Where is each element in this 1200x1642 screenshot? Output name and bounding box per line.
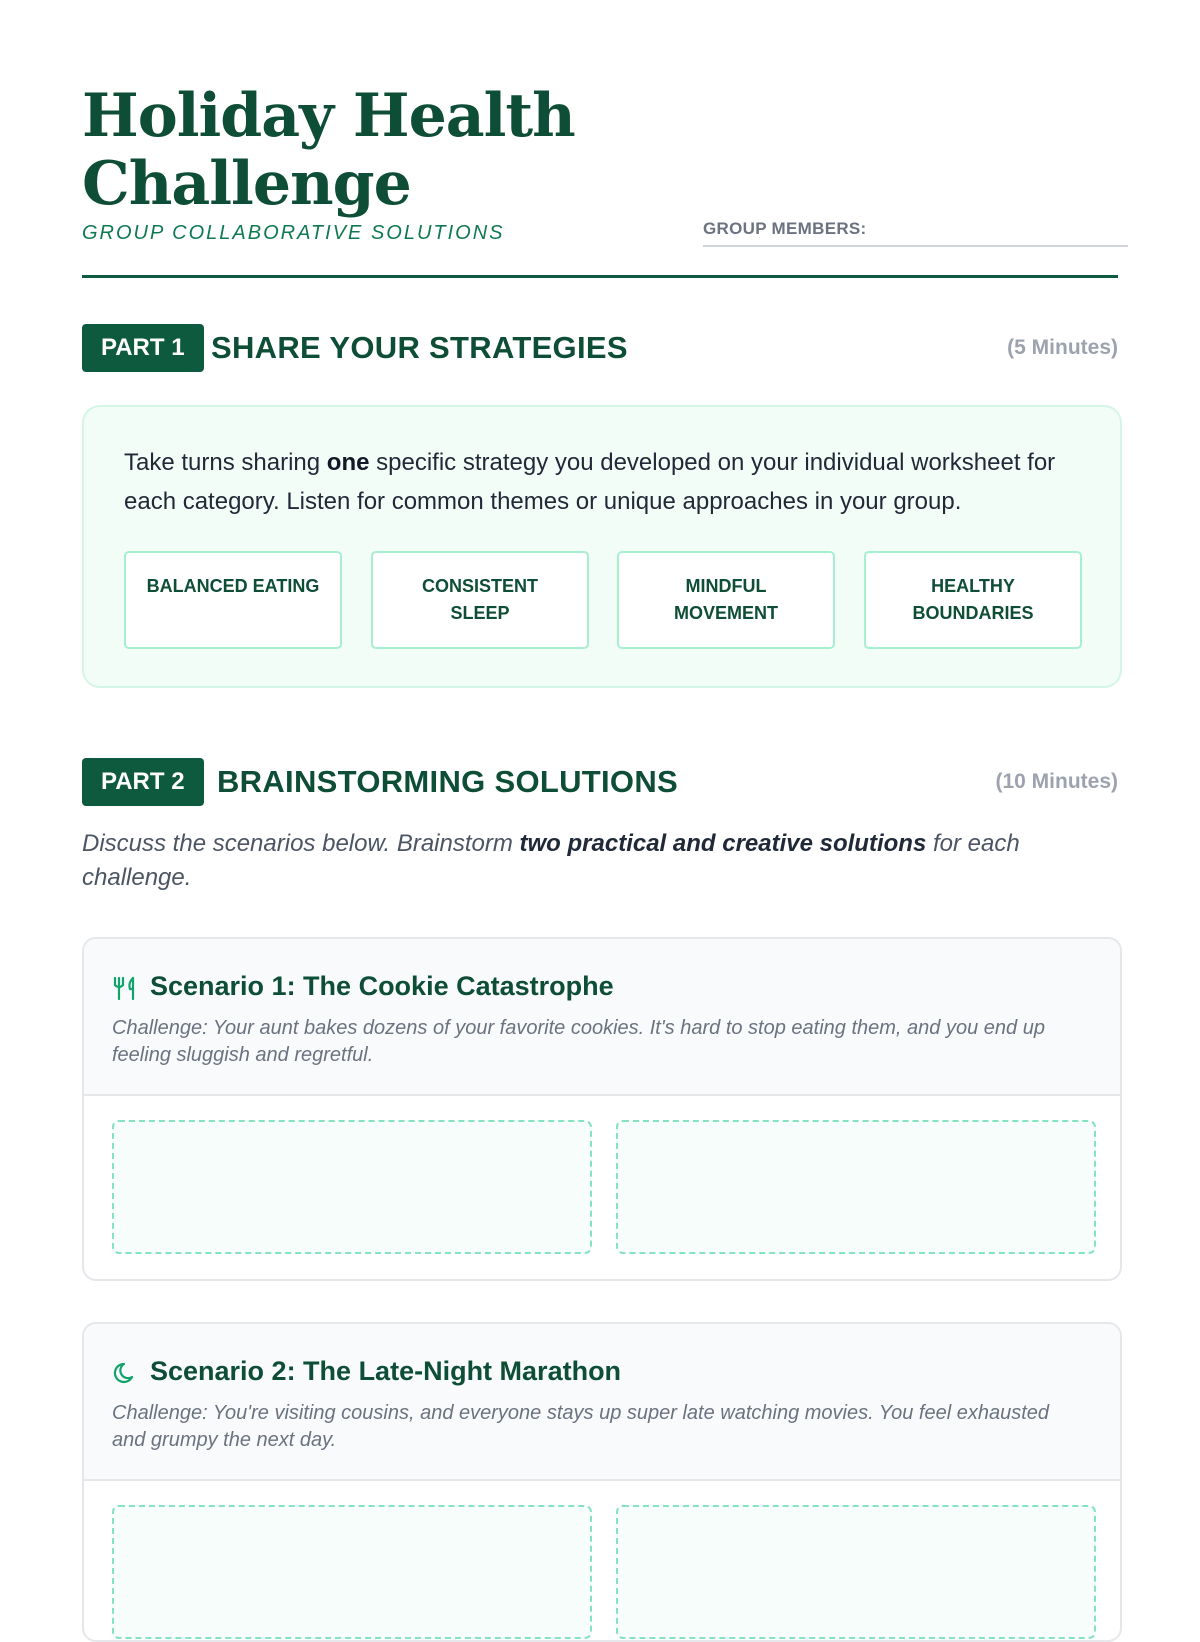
scenario-1-solution-1[interactable]: [112, 1120, 592, 1254]
part2-intro: Discuss the scenarios below. Brainstorm two practical and creative solutions for each challenge.: [82, 830, 1020, 891]
part1-panel: [82, 405, 1122, 688]
page-title: Holiday Health Challenge: [82, 81, 575, 219]
part1-duration: (5 Minutes): [1007, 336, 1118, 359]
group-members-field[interactable]: [703, 219, 1128, 247]
part1-instructions: Take turns sharing one specific strategy you developed on your individual worksheet for each category. Listen for common themes or unique approaches in your group.: [124, 449, 1056, 515]
scenario-2-solution-2[interactable]: [616, 1505, 1096, 1639]
scenario-2-challenge: Challenge: You're visiting cousins, and everyone stays up super late watching movies. You feel exhausted and grumpy the next day.: [112, 1402, 1049, 1451]
utensils-icon: [112, 975, 138, 1001]
scenario-2-header: [84, 1324, 1120, 1481]
scenario-card-1: [82, 937, 1122, 1281]
category-mindful-movement: MINDFUL MOVEMENT: [617, 551, 835, 649]
part2-duration: (10 Minutes): [995, 770, 1118, 793]
scenario-1-challenge: Challenge: Your aunt bakes dozens of your favorite cookies. It's hard to stop eating them, and you end up feeling sluggish and regretful.: [112, 1017, 1045, 1066]
group-members-label: GROUP MEMBERS:: [703, 219, 867, 238]
category-consistent-sleep: CONSISTENT SLEEP: [371, 551, 589, 649]
scenario-2-solution-1[interactable]: [112, 1505, 592, 1639]
part1-badge: PART 1: [82, 324, 204, 372]
scenario-1-title: Scenario 1: The Cookie Catastrophe: [150, 971, 614, 1001]
page-subtitle: GROUP COLLABORATIVE SOLUTIONS: [82, 222, 505, 244]
scenario-1-header: [84, 939, 1120, 1096]
category-balanced-eating: BALANCED EATING: [124, 551, 342, 649]
part1-header: [82, 324, 1118, 372]
scenario-2-title: Scenario 2: The Late-Night Marathon: [150, 1356, 622, 1386]
part1-title: SHARE YOUR STRATEGIES: [211, 330, 628, 365]
part2-title: BRAINSTORMING SOLUTIONS: [217, 764, 679, 799]
part2-header: [82, 758, 1118, 806]
scenario-card-2: [82, 1322, 1122, 1642]
moon-icon: [112, 1360, 138, 1386]
category-healthy-boundaries: HEALTHY BOUNDARIES: [864, 551, 1082, 649]
header: [82, 0, 1118, 278]
part2-badge: PART 2: [82, 758, 204, 806]
scenario-1-solution-2[interactable]: [616, 1120, 1096, 1254]
